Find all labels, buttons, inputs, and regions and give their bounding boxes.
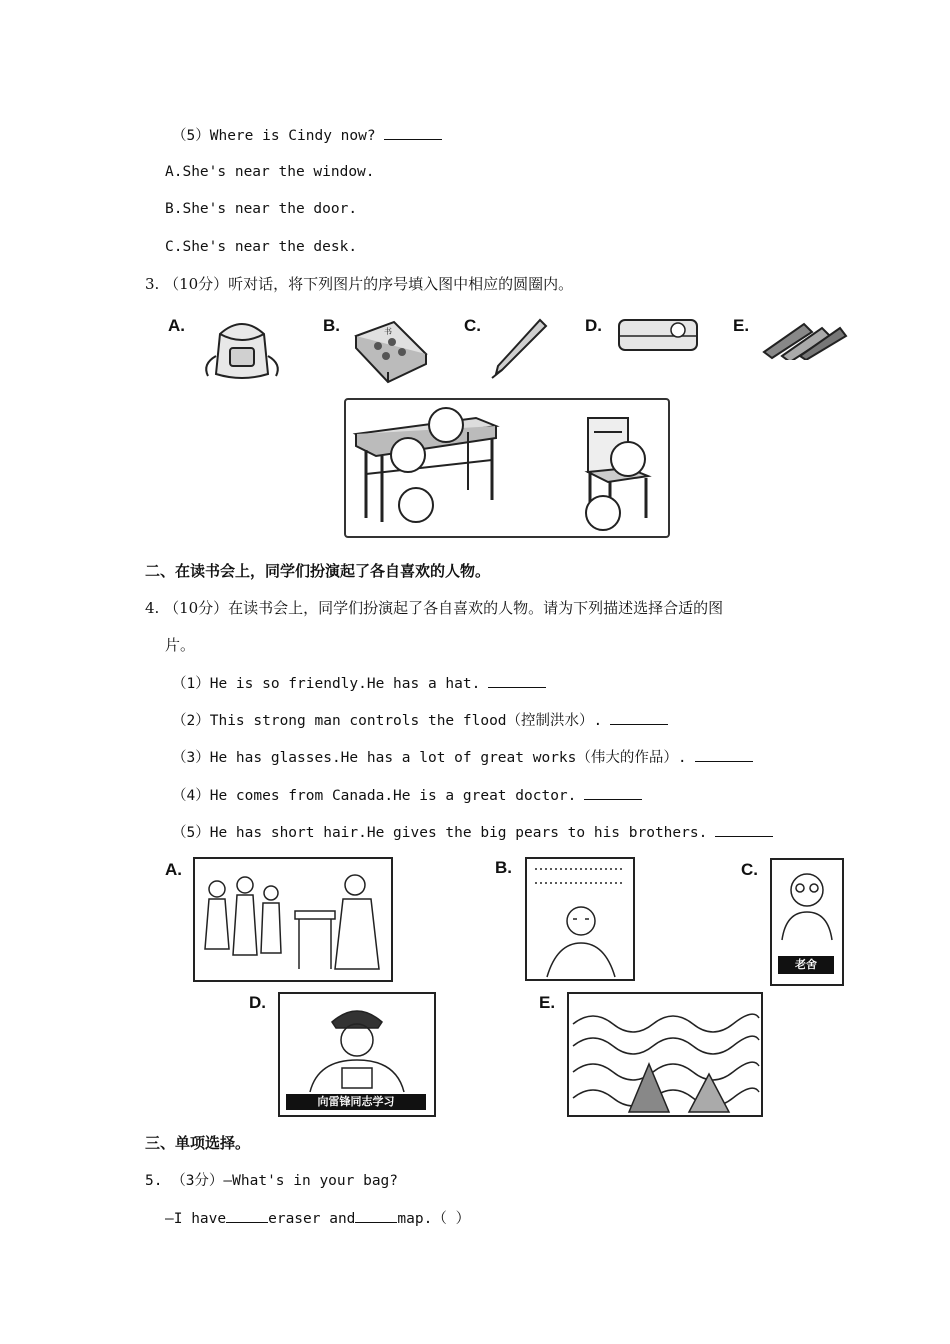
caption-c: 老舍 <box>778 956 834 974</box>
q4-label-a: A. <box>165 860 182 879</box>
q4-item-3: （3）He has glasses.He has a lot of great works（伟大的作品）. <box>172 747 753 768</box>
q4-header-line2: 片。 <box>165 636 196 654</box>
answer-circle-desk-top[interactable] <box>428 407 464 443</box>
q4-label-d: D. <box>249 993 266 1012</box>
answer-blank-2[interactable] <box>355 1208 397 1223</box>
picture-d-lei-feng <box>278 992 436 1117</box>
q4-label-c: C. <box>741 860 758 879</box>
q2-question: （5）Where is Cindy now? <box>172 125 442 146</box>
answer-blank[interactable] <box>715 822 773 837</box>
picture-a-brothers-pears <box>193 857 393 982</box>
answer-circle-desk-under[interactable] <box>398 487 434 523</box>
q5-header: 5. （3分）—What's in your bag? <box>145 1173 399 1189</box>
q4-label-e: E. <box>539 993 556 1012</box>
answer-circle-chair-seat[interactable] <box>610 441 646 477</box>
q4-item-2: （2）This strong man controls the flood（控制洪水）. <box>172 710 668 731</box>
q2-option-b: B.She's near the door. <box>165 201 358 217</box>
caption-d: 向雷锋同志学习 <box>286 1094 426 1110</box>
q2-option-c: C.She's near the desk. <box>165 239 358 255</box>
q2-option-a: A.She's near the window. <box>165 164 375 180</box>
answer-blank[interactable] <box>384 125 442 140</box>
crayons-icon <box>760 316 848 360</box>
q3-label-e: E. <box>733 316 750 335</box>
picture-e-flood <box>567 992 763 1117</box>
q3-label-d: D. <box>585 316 602 335</box>
pen-icon <box>488 314 552 380</box>
answer-blank[interactable] <box>488 673 546 688</box>
q3-header: 3. （10分）听对话，将下列图片的序号填入图中相应的圆圈内。 <box>145 275 574 293</box>
q4-label-b: B. <box>495 858 512 877</box>
q5-line: —I have eraser and map.（ ） <box>165 1208 470 1229</box>
pencil-box-icon <box>616 316 700 356</box>
q4-item-4: （4）He comes from Canada.He is a great doctor. <box>172 785 642 806</box>
section-2-title: 二、在读书会上，同学们扮演起了各自喜欢的人物。 <box>145 562 491 580</box>
answer-circle-desk-drawer[interactable] <box>390 437 426 473</box>
picture-b-doctor <box>525 857 635 981</box>
picture-c-writer <box>770 858 844 986</box>
q4-item-5: （5）He has short hair.He gives the big pears to his brothers. <box>172 822 773 843</box>
answer-blank[interactable] <box>584 785 642 800</box>
q4-header-line1: 4. （10分）在读书会上，同学们扮演起了各自喜欢的人物。请为下列描述选择合适的图 <box>145 599 724 617</box>
backpack-icon <box>198 316 286 382</box>
answer-blank[interactable] <box>695 747 753 762</box>
section-3-title: 三、单项选择。 <box>145 1134 251 1152</box>
q3-label-c: C. <box>464 316 481 335</box>
answer-circle-chair-under[interactable] <box>585 495 621 531</box>
answer-blank[interactable] <box>610 710 668 725</box>
answer-blank-1[interactable] <box>226 1208 268 1223</box>
q4-item-1: （1）He is so friendly.He has a hat. <box>172 673 546 694</box>
q3-label-a: A. <box>168 316 185 335</box>
storybook-icon <box>350 318 432 384</box>
q3-label-b: B. <box>323 316 340 335</box>
book-title: 书 <box>384 327 392 336</box>
